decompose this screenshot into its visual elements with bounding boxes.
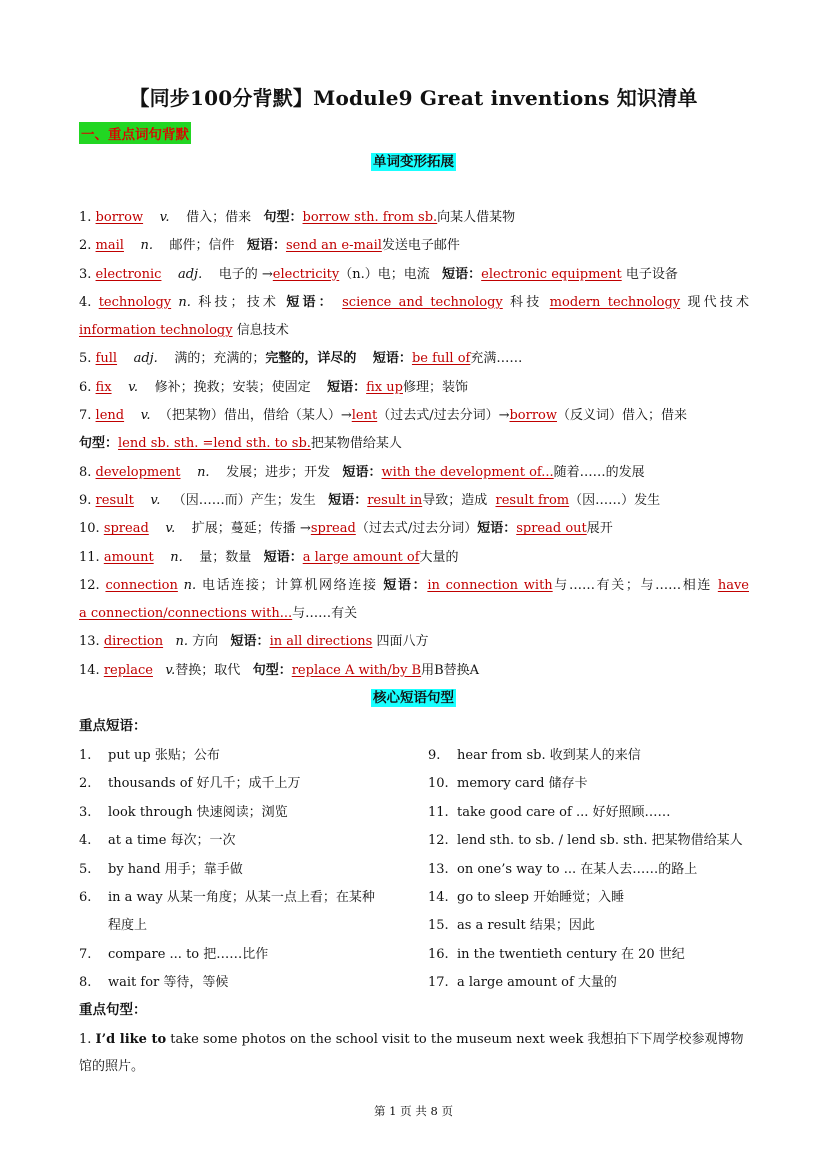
vocab-line-7b: 句型：lend sb. sth. =lend sth. to sb.把某物借给某人	[79, 436, 402, 452]
vocab-line-13: 13. direction n. 方向 短语：in all directions 四面八方	[79, 634, 429, 650]
phrase-item: 17. a large amount of 大量的	[428, 975, 617, 991]
phrase-item: 6. in a way 从某一角度；从某一点上看；在某种	[79, 889, 375, 905]
vocab-line-9: 9. result v. （因……而）产生；发生 短语：result in导致；造成 result from（因……）发生	[79, 492, 661, 508]
vocab-line-1: 1. borrow v. 借入；借来 句型：borrow sth. from sb.向某人借某物	[79, 210, 516, 225]
phrase-item: 2. thousands of 好几千；成千上万	[79, 776, 301, 792]
vocab-heading-text: 单词变形拓展	[373, 154, 454, 170]
phrase-item: 15. as a result 结果；因此	[428, 918, 595, 934]
phrase-item: 16. in the twentieth century 在 20 世纪	[428, 946, 685, 962]
key-phrases-heading: 重点短语：	[79, 718, 147, 734]
phrase-item: 12. lend sth. to sb. / lend sb. sth. 把某物借给某人	[428, 833, 743, 849]
section-label: 一、重点词句背默	[79, 122, 191, 144]
subsection-heading-vocab	[0, 150, 827, 170]
vocab-line-12b: a connection/connections with...与……有关	[79, 606, 358, 622]
vocab-line-3: 3. electronic adj. 电子的 →electricity（n.）电；电流 短语：electronic equipment 电子设备	[79, 266, 678, 282]
phrase-item: 10. memory card 储存卡	[428, 776, 588, 792]
vocab-line-8: 8. development n. 发展；进步；开发 短语：with the development of...随着……的发展	[79, 464, 645, 480]
phrase-item: 7. compare ... to 把……比作	[79, 946, 269, 962]
page-footer: 第 1 页 共 8 页	[374, 1104, 453, 1118]
vocab-line-2: 2. mail n. 邮件；信件 短语：send an e-mail发送电子邮件	[79, 238, 460, 254]
vocab-line-11: 11. amount n. 量；数量 短语：a large amount of大量的	[79, 549, 459, 565]
phrase-item: 4. at a time 每次；一次	[79, 833, 236, 849]
phrase-item-continuation: 程度上	[108, 918, 148, 934]
page-title: 【同步100分背默】Module9 Great inventions 知识清单	[129, 86, 698, 110]
phrases-left-column	[79, 742, 375, 998]
vocab-line-10: 10. spread v. 扩展；蔓延；传播 →spread（过去式/过去分词）短语：spread out展开	[79, 521, 613, 537]
subsection-heading-phrases	[0, 686, 827, 706]
phrase-item: 9. hear from sb. 收到某人的来信	[428, 748, 641, 763]
vocab-line-4b: information technology 信息技术	[79, 323, 289, 339]
phrase-item: 13. on one’s way to ... 在某人去……的路上	[428, 861, 698, 877]
vocab-line-14: 14. replace v.替换；取代 句型：replace A with/by B用B替换A	[79, 662, 480, 678]
phrases-heading-text: 核心短语句型	[373, 690, 454, 706]
phrase-item: 8. wait for 等待，等候	[79, 975, 229, 991]
phrase-item: 1. put up 张贴；公布	[79, 748, 220, 763]
key-sentences-heading: 重点句型：	[79, 1002, 147, 1018]
vocab-line-12: 12. connection n. 电话连接；计算机网络连接 短语：in connection with与……有关；与……相连 have	[79, 577, 749, 593]
vocab-line-7: 7. lend v. （把某物）借出，借给（某人）→lent（过去式/过去分词）→borrow（反义词）借入；借来	[79, 408, 688, 424]
vocab-list	[79, 204, 749, 685]
phrases-right-column	[428, 742, 743, 998]
phrase-item: 11. take good care of ... 好好照顾……	[428, 804, 671, 820]
phrase-item: 5. by hand 用手；靠手做	[79, 861, 243, 877]
vocab-line-5: 5. full adj. 满的；充满的；完整的，详尽的 短语：be full of充满……	[79, 351, 523, 367]
phrase-item: 3. look through 快速阅读；浏览	[79, 804, 288, 820]
key-sentence-1: 1. I’d like to take some photos on the school visit to the museum next week 我想拍下下周学校参观博物馆的照片。	[79, 1032, 744, 1074]
vocab-line-6: 6. fix v. 修补；挽救；安装；使固定 短语：fix up修理；装饰	[79, 379, 468, 395]
phrase-item: 14. go to sleep 开始睡觉；入睡	[428, 889, 625, 905]
vocab-line-4: 4. technology n. 科技；技术 短语： science and technology 科技 modern technology 现代技术	[79, 294, 749, 310]
